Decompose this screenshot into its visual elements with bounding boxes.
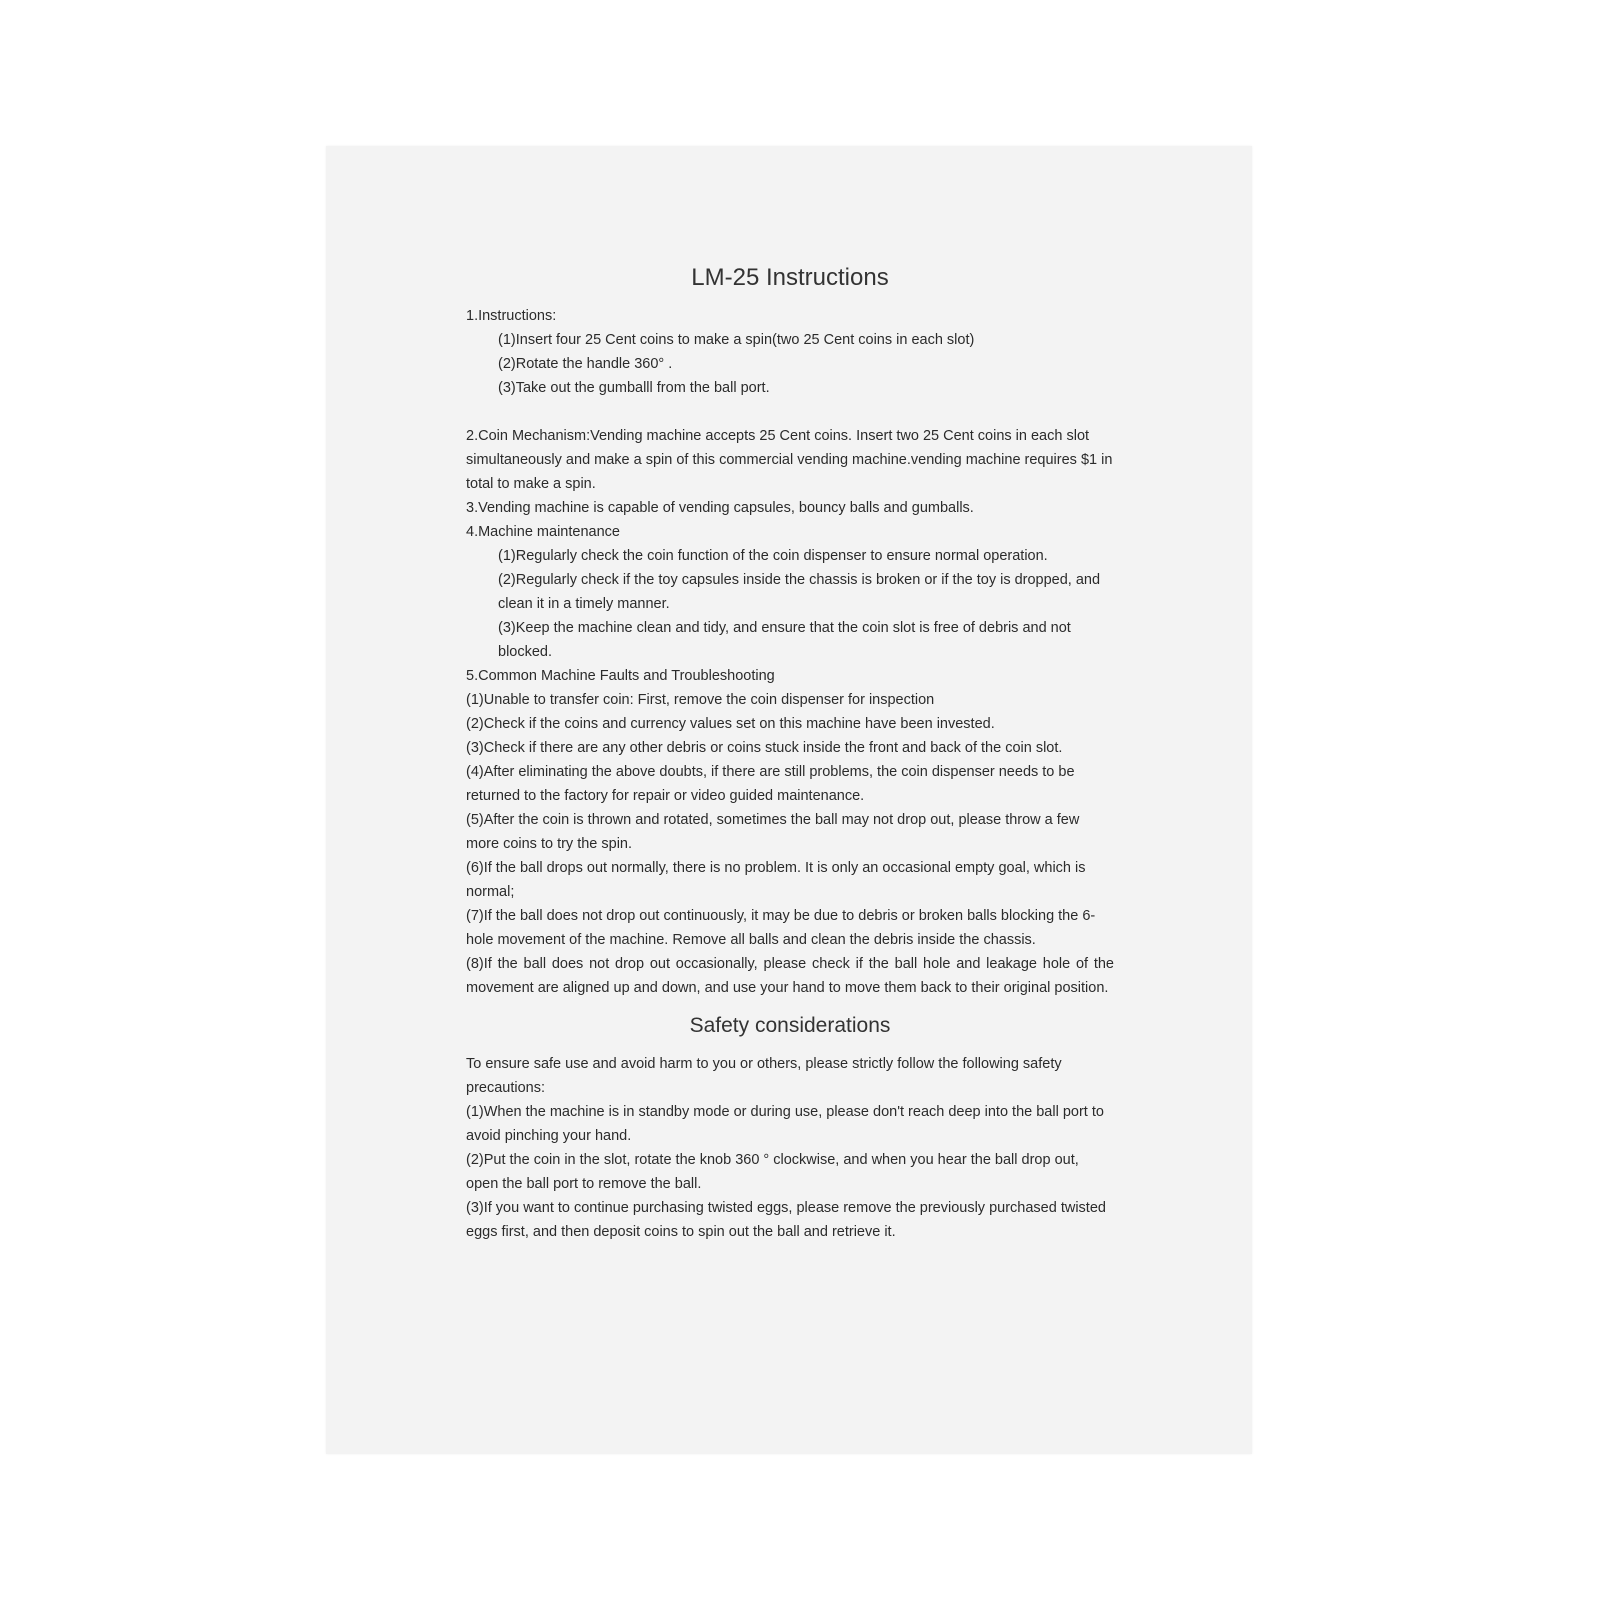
faults-heading: 5.Common Machine Faults and Troubleshooting: [466, 668, 775, 684]
fault-item-4: (4)After eliminating the above doubts, if there are still problems, the coin dispenser needs to be returned to the factory for repair or video guided maintenance.: [466, 764, 1075, 804]
maintenance-item-1: (1)Regularly check the coin function of the coin dispenser to ensure normal operation.: [498, 548, 1048, 564]
fault-item-1: (1)Unable to transfer coin: First, remove the coin dispenser for inspection: [466, 692, 935, 708]
fault-item-2: (2)Check if the coins and currency values set on this machine have been invested.: [466, 716, 995, 732]
safety-item-2: (2)Put the coin in the slot, rotate the knob 360 ° clockwise, and when you hear the ball drop out, open the ball port to remove the ball.: [466, 1152, 1079, 1192]
maintenance-item-2: (2)Regularly check if the toy capsules inside the chassis is broken or if the toy is dropped, and clean it in a timely manner.: [498, 572, 1101, 612]
document-title: LM-25 Instructions: [691, 264, 889, 291]
fault-item-7: (7)If the ball does not drop out continuously, it may be due to debris or broken balls blocking the 6-hole movement of the machine. Remove all balls and clean the debris inside the chassis.: [466, 908, 1096, 948]
safety-item-1: (1)When the machine is in standby mode or during use, please don't reach deep into the ball port to avoid pinching your hand.: [466, 1104, 1104, 1144]
maintenance-item-3: (3)Keep the machine clean and tidy, and ensure that the coin slot is free of debris and not blocked.: [498, 620, 1071, 660]
fault-item-6: (6)If the ball drops out normally, there is no problem. It is only an occasional empty goal, which is normal;: [466, 860, 1086, 900]
instructions-heading: 1.Instructions:: [466, 308, 557, 324]
instruction-step-2: (2)Rotate the handle 360° .: [498, 356, 673, 372]
fault-item-8: (8)If the ball does not drop out occasionally, please check if the ball hole and leakage hole of the movement are aligned up and down, and use your hand to move them back to their original position.: [466, 956, 1114, 996]
safety-intro: To ensure safe use and avoid harm to you or others, please strictly follow the following safety precautions:: [466, 1056, 1062, 1096]
safety-title: Safety considerations: [689, 1014, 891, 1037]
fault-item-3: (3)Check if there are any other debris or coins stuck inside the front and back of the coin slot.: [466, 740, 1063, 756]
instruction-step-1: (1)Insert four 25 Cent coins to make a spin(two 25 Cent coins in each slot): [498, 332, 975, 348]
safety-item-3: (3)If you want to continue purchasing twisted eggs, please remove the previously purchased twisted eggs first, and then deposit coins to spin out the ball and retrieve it.: [466, 1200, 1106, 1240]
maintenance-heading: 4.Machine maintenance: [466, 524, 620, 540]
instruction-step-3: (3)Take out the gumballl from the ball port.: [498, 380, 770, 396]
spacer: [466, 400, 1114, 424]
fault-item-5: (5)After the coin is thrown and rotated, sometimes the ball may not drop out, please throw a few more coins to try the spin.: [466, 812, 1080, 852]
capability-paragraph: 3.Vending machine is capable of vending capsules, bouncy balls and gumballs.: [466, 500, 974, 516]
coin-mechanism-paragraph: 2.Coin Mechanism:Vending machine accepts 25 Cent coins. Insert two 25 Cent coins in each slot simultaneously and make a spin of this commercial vending machine.vending machine requires $1 in total to make a spin.: [466, 428, 1113, 492]
document-body: [466, 258, 1114, 1244]
